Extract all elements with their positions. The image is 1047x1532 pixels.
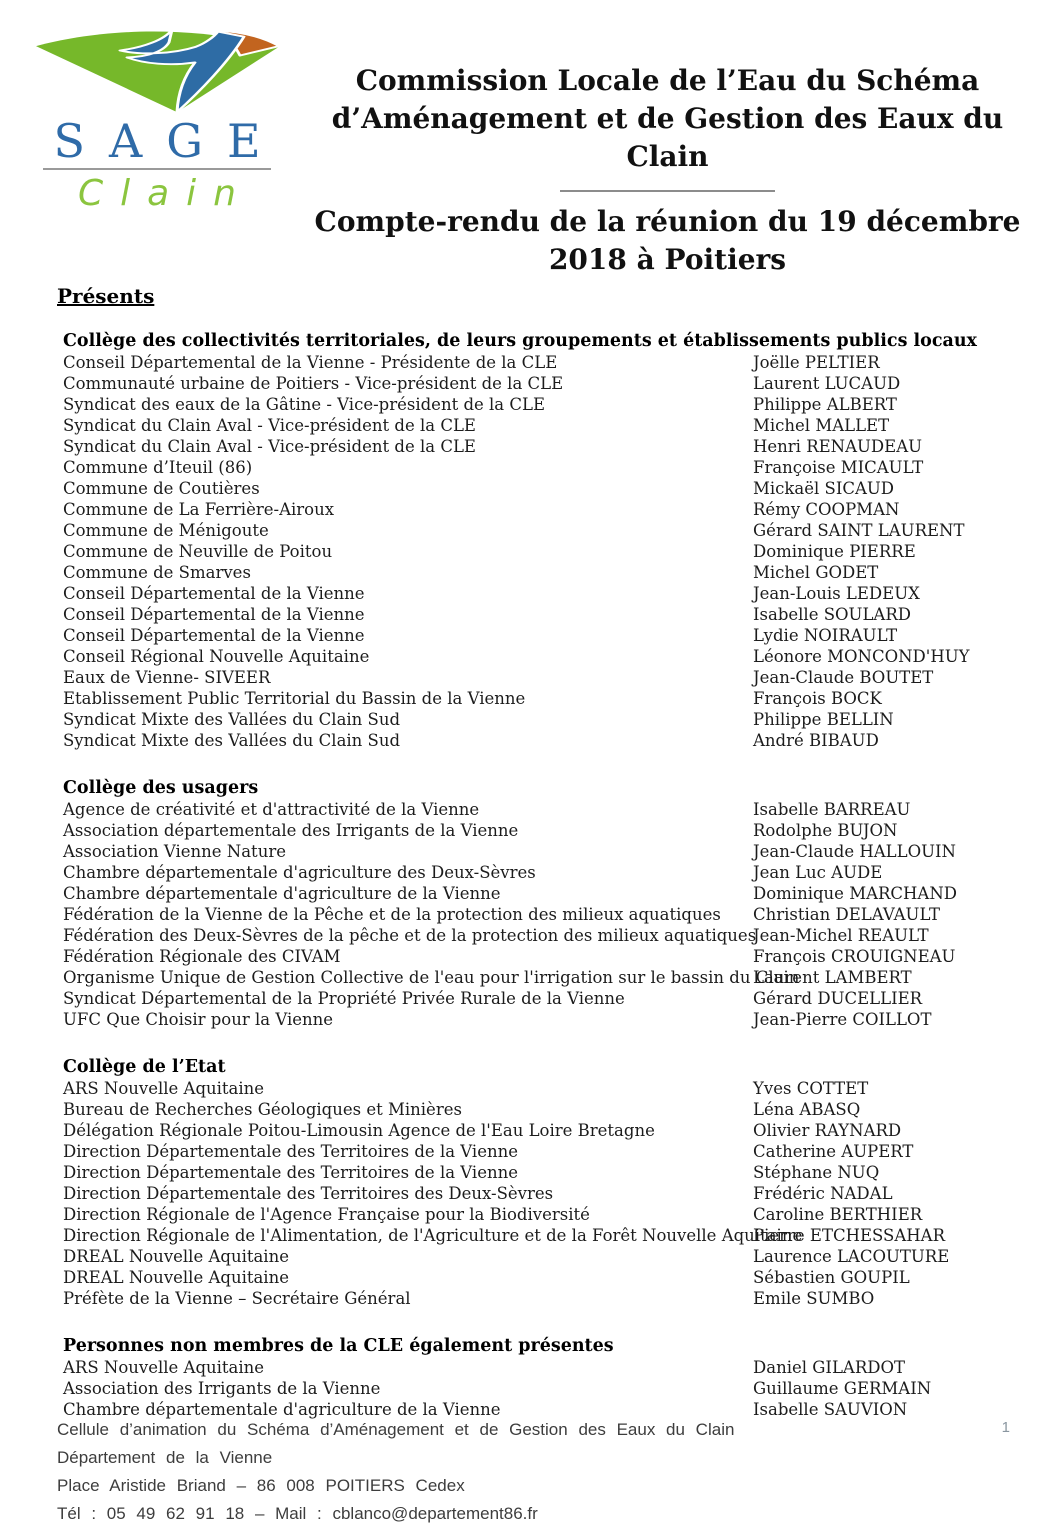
organization-label: Syndicat du Clain Aval - Vice-président de la CLE	[63, 416, 476, 435]
attendee-row	[63, 883, 1017, 904]
attendee-name: Léonore MONCOND'HUY	[753, 647, 970, 666]
organization-label: Commune de Coutières	[63, 479, 260, 498]
organization-label: Conseil Départemental de la Vienne	[63, 584, 365, 603]
college-heading: Personnes non membres de la CLE également présentes	[63, 1336, 614, 1356]
attendee-name: Laurent LAMBERT	[753, 968, 912, 987]
subtitle-line-1: Compte-rendu de la réunion du 19 décembre	[314, 205, 1021, 238]
organization-label: Association Vienne Nature	[63, 842, 286, 861]
college-section	[57, 1057, 1017, 1309]
attendee-name: Emile SUMBO	[753, 1289, 875, 1308]
page-number: 1	[1001, 1419, 1010, 1436]
attendee-row	[63, 667, 1017, 688]
organization-label: Commune de La Ferrière-Airoux	[63, 500, 335, 519]
attendee-name: Jean-Claude BOUTET	[753, 668, 934, 687]
attendee-row	[63, 562, 1017, 583]
attendee-name: Jean-Louis LEDEUX	[753, 584, 920, 603]
organization-label: Délégation Régionale Poitou-Limousin Agence de l'Eau Loire Bretagne	[63, 1121, 655, 1140]
attendee-name: Dominique PIERRE	[753, 542, 916, 561]
organization-label: ARS Nouvelle Aquitaine	[63, 1079, 265, 1098]
attendee-row	[63, 820, 1017, 841]
organization-label: Préfète de la Vienne – Secrétaire Général	[63, 1289, 411, 1308]
attendee-row	[63, 688, 1017, 709]
organization-label: Bureau de Recherches Géologiques et Minières	[63, 1100, 462, 1119]
attendee-name: Philippe ALBERT	[753, 395, 897, 414]
college-section	[57, 1336, 1017, 1420]
college-heading: Collège des usagers	[63, 778, 259, 798]
attendee-name: André BIBAUD	[753, 731, 879, 750]
footer-line-1: Cellule d’animation du Schéma d’Aménagement et de Gestion des Eaux du Clain	[57, 1420, 735, 1439]
attendee-name: Michel GODET	[753, 563, 879, 582]
attendee-name: Pierre ETCHESSAHAR	[753, 1226, 945, 1245]
organization-label: Association départementale des Irrigants de la Vienne	[63, 821, 519, 840]
attendee-row	[63, 841, 1017, 862]
attendee-row	[63, 967, 1017, 988]
organization-label: Direction Départementale des Territoires des Deux-Sèvres	[63, 1184, 554, 1203]
attendee-name: François BOCK	[753, 689, 882, 708]
organization-label: Agence de créativité et d'attractivité de la Vienne	[63, 800, 480, 819]
organization-label: Fédération Régionale des CIVAM	[63, 947, 341, 966]
attendee-row	[63, 1357, 1017, 1378]
attendee-row	[63, 646, 1017, 667]
attendee-name: Dominique MARCHAND	[753, 884, 958, 903]
attendee-row	[63, 394, 1017, 415]
attendee-row	[63, 1099, 1017, 1120]
organization-label: DREAL Nouvelle Aquitaine	[63, 1268, 289, 1287]
attendee-name: François CROUIGNEAU	[753, 947, 956, 966]
organization-label: Eaux de Vienne- SIVEER	[63, 668, 271, 687]
attendee-row	[63, 1378, 1017, 1399]
attendee-row	[63, 1225, 1017, 1246]
attendee-row	[63, 625, 1017, 646]
attendee-row	[63, 457, 1017, 478]
footer-line-4: Tél : 05 49 62 91 18 – Mail : cblanco@departement86.fr	[57, 1504, 538, 1523]
logo-clain-text: Clain	[77, 173, 254, 214]
attendee-name: Léna ABASQ	[753, 1100, 861, 1119]
subtitle-line-2: 2018 à Poitiers	[548, 243, 787, 276]
attendee-name: Caroline BERTHIER	[753, 1205, 923, 1224]
sections	[57, 331, 1017, 1420]
organization-label: Direction Départementale des Territoires de la Vienne	[63, 1142, 518, 1161]
college-section	[57, 331, 1017, 751]
attendee-row	[63, 1267, 1017, 1288]
attendee-row	[63, 436, 1017, 457]
attendee-name: Philippe BELLIN	[753, 710, 894, 729]
attendee-name: Guillaume GERMAIN	[753, 1379, 932, 1398]
attendee-name: Lydie NOIRAULT	[753, 626, 898, 645]
attendee-row	[63, 1141, 1017, 1162]
attendee-row	[63, 1009, 1017, 1030]
attendee-name: Stéphane NUQ	[753, 1163, 880, 1182]
attendee-name: Rodolphe BUJON	[753, 821, 898, 840]
organization-label: UFC Que Choisir pour la Vienne	[63, 1010, 334, 1029]
organization-label: Conseil Départemental de la Vienne	[63, 605, 365, 624]
attendee-row	[63, 1120, 1017, 1141]
attendee-row	[63, 862, 1017, 883]
attendee-name: Olivier RAYNARD	[753, 1121, 902, 1140]
attendee-row	[63, 541, 1017, 562]
footer-line-2: Département de la Vienne	[57, 1448, 273, 1467]
attendee-name: Rémy COOPMAN	[753, 500, 900, 519]
organization-label: Commune de Neuville de Poitou	[63, 542, 333, 561]
attendee-name: Catherine AUPERT	[753, 1142, 914, 1161]
attendee-row	[63, 478, 1017, 499]
organization-label: Syndicat du Clain Aval - Vice-président de la CLE	[63, 437, 476, 456]
title-line-2: d’Aménagement et de Gestion des Eaux du Clain	[331, 102, 1004, 173]
attendee-name: Joëlle PELTIER	[753, 353, 880, 372]
attendee-row	[63, 1078, 1017, 1099]
organization-label: ARS Nouvelle Aquitaine	[63, 1358, 265, 1377]
organization-label: Conseil Départemental de la Vienne	[63, 626, 365, 645]
attendee-name: Yves COTTET	[753, 1079, 869, 1098]
attendee-row	[63, 925, 1017, 946]
organization-label: Conseil Régional Nouvelle Aquitaine	[63, 647, 370, 666]
organization-label: DREAL Nouvelle Aquitaine	[63, 1247, 289, 1266]
college-heading: Collège de l’Etat	[63, 1057, 226, 1077]
page-footer	[57, 1416, 957, 1528]
organization-label: Syndicat des eaux de la Gâtine - Vice-président de la CLE	[63, 395, 546, 414]
attendee-row	[63, 499, 1017, 520]
attendee-row	[63, 520, 1017, 541]
organization-label: Direction Régionale de l'Agence Française pour la Biodiversité	[63, 1205, 590, 1224]
attendee-row	[63, 373, 1017, 394]
attendee-row	[63, 583, 1017, 604]
attendee-name: Isabelle SOULARD	[753, 605, 911, 624]
organization-label: Syndicat Mixte des Vallées du Clain Sud	[63, 731, 401, 750]
attendee-name: Gérard DUCELLIER	[753, 989, 923, 1008]
attendee-name: Isabelle BARREAU	[753, 800, 911, 819]
attendee-name: Jean-Claude HALLOUIN	[753, 842, 956, 861]
organization-label: Chambre départementale d'agriculture des Deux-Sèvres	[63, 863, 536, 882]
attendee-row	[63, 1246, 1017, 1267]
attendee-row	[63, 730, 1017, 751]
organization-label: Organisme Unique de Gestion Collective de l'eau pour l'irrigation sur le bassin du Clain	[63, 968, 800, 987]
attendee-name: Christian DELAVAULT	[753, 905, 941, 924]
attendee-name: Isabelle SAUVION	[753, 1400, 908, 1419]
organization-label: Chambre départementale d'agriculture de la Vienne	[63, 884, 501, 903]
organization-label: Commune de Smarves	[63, 563, 251, 582]
organization-label: Direction Départementale des Territoires de la Vienne	[63, 1163, 518, 1182]
attendee-name: Mickaël SICAUD	[753, 479, 895, 498]
attendee-name: Frédéric NADAL	[753, 1184, 893, 1203]
organization-label: Syndicat Mixte des Vallées du Clain Sud	[63, 710, 401, 729]
organization-label: Communauté urbaine de Poitiers - Vice-président de la CLE	[63, 374, 564, 393]
attendee-row	[63, 352, 1017, 373]
attendee-row	[63, 1162, 1017, 1183]
attendee-row	[63, 988, 1017, 1009]
college-heading: Collège des collectivités territoriales, de leurs groupements et établissements publics locaux	[63, 331, 977, 351]
organization-label: Direction Régionale de l'Alimentation, de l'Agriculture et de la Forêt Nouvelle Aquitaine	[63, 1226, 803, 1245]
organization-label: Commune d’Iteuil (86)	[63, 458, 253, 477]
attendee-name: Jean-Pierre COILLOT	[753, 1010, 932, 1029]
attendee-name: Sébastien GOUPIL	[753, 1268, 910, 1287]
logo-sage-text: SAGE	[53, 114, 285, 168]
attendee-name: Jean-Michel REAULT	[753, 926, 929, 945]
organization-label: Commune de Ménigoute	[63, 521, 269, 540]
attendee-row	[63, 1183, 1017, 1204]
attendee-row	[63, 604, 1017, 625]
attendee-row	[63, 415, 1017, 436]
attendee-name: Gérard SAINT LAURENT	[753, 521, 965, 540]
organization-label: Etablissement Public Territorial du Bassin de la Vienne	[63, 689, 526, 708]
organization-label: Association des Irrigants de la Vienne	[63, 1379, 381, 1398]
attendee-row	[63, 1204, 1017, 1225]
organization-label: Syndicat Départemental de la Propriété Privée Rurale de la Vienne	[63, 989, 625, 1008]
attendee-name: Laurent LUCAUD	[753, 374, 901, 393]
attendee-row	[63, 946, 1017, 967]
attendee-name: Henri RENAUDEAU	[753, 437, 923, 456]
attendee-row	[63, 1288, 1017, 1309]
attendee-row	[63, 904, 1017, 925]
attendee-row	[63, 799, 1017, 820]
attendee-name: Daniel GILARDOT	[753, 1358, 906, 1377]
attendee-row	[63, 709, 1017, 730]
title-line-1: Commission Locale de l’Eau du Schéma	[355, 64, 980, 97]
attendee-name: Laurence LACOUTURE	[753, 1247, 950, 1266]
attendee-name: Michel MALLET	[753, 416, 890, 435]
footer-line-3: Place Aristide Briand – 86 008 POITIERS Cedex	[57, 1476, 465, 1495]
attendee-name: Jean Luc AUDE	[753, 863, 883, 882]
attendee-name: Françoise MICAULT	[753, 458, 924, 477]
organization-label: Conseil Départemental de la Vienne - Présidente de la CLE	[63, 353, 558, 372]
organization-label: Fédération des Deux-Sèvres de la pêche et de la protection des milieux aquatiques	[63, 926, 757, 945]
organization-label: Fédération de la Vienne de la Pêche et de la protection des milieux aquatiques	[63, 905, 721, 924]
college-section	[57, 778, 1017, 1030]
organization-label: Chambre départementale d'agriculture de la Vienne	[63, 1400, 501, 1419]
presents-heading: Présents	[57, 284, 155, 308]
